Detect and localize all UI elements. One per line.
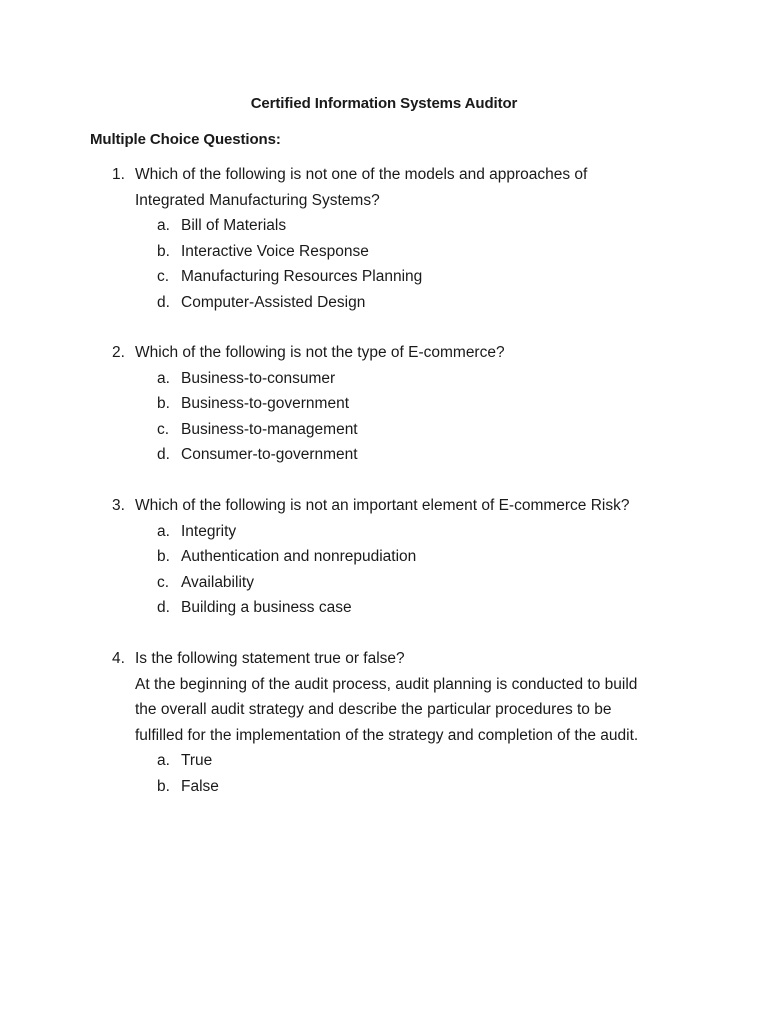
question-line <box>0 672 768 698</box>
option-text: Authentication and nonrepudiation <box>181 548 417 565</box>
option-letter: d. <box>157 446 170 463</box>
question-line <box>0 340 768 366</box>
answer-option <box>0 595 768 621</box>
answer-option <box>0 519 768 545</box>
option-text: True <box>181 752 213 769</box>
answer-option <box>0 391 768 417</box>
question-text: Which of the following is not one of the models and approaches of <box>135 166 588 183</box>
answer-option <box>0 544 768 570</box>
question-line <box>0 188 768 214</box>
question-text: Is the following statement true or false? <box>135 650 405 667</box>
question-number: 3. <box>112 497 125 514</box>
question-4 <box>0 646 768 799</box>
option-letter: b. <box>157 242 170 260</box>
option-text: Bill of Materials <box>181 217 287 234</box>
answer-option <box>0 213 768 239</box>
question-text: the overall audit strategy and describe the particular procedures to be <box>135 701 612 718</box>
option-text: False <box>181 777 219 795</box>
option-text: Business-to-consumer <box>181 369 336 387</box>
document-title: Certified Information Systems Auditor <box>250 95 518 112</box>
question-number: 1. <box>112 166 125 183</box>
question-text: Integrated Manufacturing Systems? <box>135 191 380 209</box>
question-number: 4. <box>112 650 125 667</box>
answer-option <box>0 290 768 316</box>
option-letter: a. <box>157 752 170 769</box>
option-letter: c. <box>157 420 170 438</box>
option-letter: b. <box>157 777 170 795</box>
option-letter: d. <box>157 293 170 311</box>
option-text: Computer-Assisted Design <box>181 293 366 311</box>
option-letter: d. <box>157 599 170 616</box>
option-letter: b. <box>157 548 170 565</box>
answer-option <box>0 366 768 392</box>
answer-option <box>0 442 768 468</box>
question-text: fulfilled for the implementation of the strategy and completion of the audit. <box>135 726 639 744</box>
option-text: Availability <box>181 573 254 591</box>
option-letter: b. <box>157 395 170 412</box>
question-line <box>0 723 768 749</box>
option-text: Integrity <box>181 522 237 540</box>
question-2 <box>0 340 768 468</box>
answer-option <box>0 570 768 596</box>
answer-option <box>0 417 768 443</box>
answer-option <box>0 748 768 774</box>
question-3 <box>0 493 768 621</box>
option-letter: a. <box>157 369 170 387</box>
option-text: Building a business case <box>181 599 352 616</box>
question-line <box>0 646 768 672</box>
option-text: Manufacturing Resources Planning <box>181 268 423 285</box>
section-heading: Multiple Choice Questions: <box>90 131 281 148</box>
question-line <box>0 162 768 188</box>
option-text: Business-to-management <box>181 420 358 438</box>
question-text: Which of the following is not the type of E-commerce? <box>135 344 505 361</box>
answer-option <box>0 774 768 800</box>
option-text: Consumer-to-government <box>181 446 358 463</box>
question-line <box>0 493 768 519</box>
question-text: At the beginning of the audit process, audit planning is conducted to build <box>135 675 638 693</box>
answer-option <box>0 239 768 265</box>
option-letter: c. <box>157 268 170 285</box>
question-line <box>0 697 768 723</box>
option-letter: c. <box>157 573 170 591</box>
question-1 <box>0 162 768 315</box>
option-letter: a. <box>157 522 170 540</box>
option-text: Interactive Voice Response <box>181 242 369 260</box>
option-text: Business-to-government <box>181 395 349 412</box>
option-letter: a. <box>157 217 170 234</box>
question-text: Which of the following is not an important element of E-commerce Risk? <box>135 497 630 514</box>
question-number: 2. <box>112 344 125 361</box>
answer-option <box>0 264 768 290</box>
